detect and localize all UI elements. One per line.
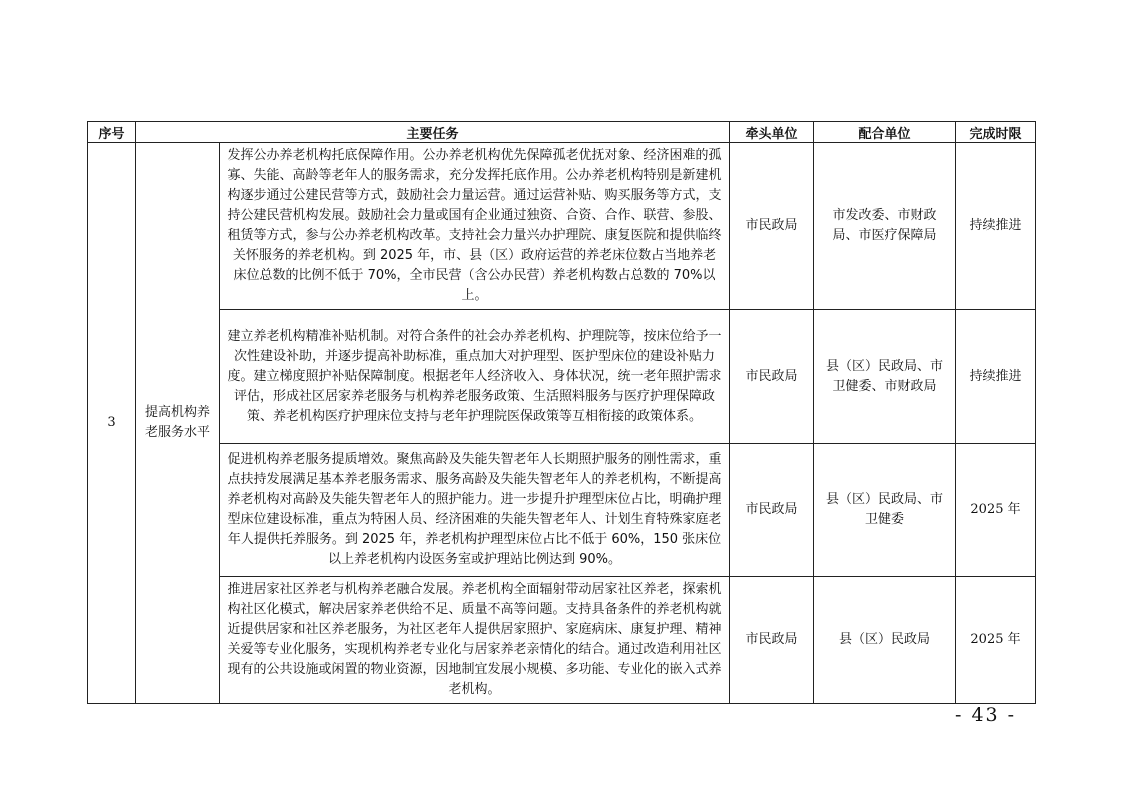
partner-unit: 市发改委、市财政局、市医疗保障局 [814, 143, 956, 310]
table-header-row [88, 122, 1036, 143]
task-description: 建立养老机构精准补贴机制。对符合条件的社会办养老机构、护理院等，按床位给予一次性建设补助，并逐步提高补助标准，重点加大对护理型、医护型床位的建设补贴力度。建立梯度照护补贴保障制度。根据老年人经济收入、身体状况，统一老年照护需求评估，形成社区居家养老服务与机构养老服务政策、生活照料服务与医疗护理保障政策、养老机构医疗护理床位支持与老年护理院医保政策等互相衔接的政策体系。 [220, 310, 730, 444]
partner-unit: 县（区）民政局、市卫健委 [814, 444, 956, 577]
header-partner-unit: 配合单位 [814, 122, 956, 143]
task-description: 推进居家社区养老与机构养老融合发展。养老机构全面辐射带动居家社区养老，探索机构社区化模式，解决居家养老供给不足、质量不高等问题。支持具备条件的养老机构就近提供居家和社区养老服务，为社区老年人提供居家照护、家庭病床、康复护理、精神关爱等专业化服务，实现机构养老专业化与居家养老亲情化的结合。通过改造利用社区现有的公共设施或闲置的物业资源，因地制宜发展小规模、多功能、专业化的嵌入式养老机构。 [220, 577, 730, 704]
partner-unit: 县（区）民政局、市卫健委、市财政局 [814, 310, 956, 444]
lead-unit: 市民政局 [730, 444, 814, 577]
table-row [88, 143, 1036, 310]
table-row [88, 310, 1036, 444]
page-number: - 43 - [955, 704, 1017, 726]
task-table [87, 121, 1036, 704]
deadline: 2025 年 [956, 444, 1036, 577]
deadline: 持续推进 [956, 310, 1036, 444]
task-description: 促进机构养老服务提质增效。聚焦高龄及失能失智老年人长期照护服务的刚性需求，重点扶持发展满足基本养老服务需求、服务高龄及失能失智老年人的养老机构，不断提高养老机构对高龄及失能失智老年人的照护能力。进一步提升护理型床位占比，明确护理型床位建设标准，重点为特困人员、经济困难的失能失智老年人、计划生育特殊家庭老年人提供托养服务。到 2025 年，养老机构护理型床位占比不低于 60%，150 张床位以上养老机构内设医务室或护理站比例达到 90%。 [220, 444, 730, 577]
group-category: 提高机构养老服务水平 [136, 143, 220, 704]
lead-unit: 市民政局 [730, 310, 814, 444]
header-main-task: 主要任务 [136, 122, 730, 143]
lead-unit: 市民政局 [730, 577, 814, 704]
group-number: 3 [88, 143, 136, 704]
deadline: 2025 年 [956, 577, 1036, 704]
task-description: 发挥公办养老机构托底保障作用。公办养老机构优先保障孤老优抚对象、经济困难的孤寡、失能、高龄等老年人的服务需求，充分发挥托底作用。公办养老机构特别是新建机构逐步通过公建民营等方式，鼓励社会力量运营。通过运营补贴、购买服务等方式，支持公建民营机构发展。鼓励社会力量或国有企业通过独资、合资、合作、联营、参股、租赁等方式，参与公办养老机构改革。支持社会力量兴办护理院、康复医院和提供临终关怀服务的养老机构。到 2025 年，市、县（区）政府运营的养老床位数占当地养老床位总数的比例不低于 70%，全市民营（含公办民营）养老机构数占总数的 70%以上。 [220, 143, 730, 310]
table-row [88, 577, 1036, 704]
partner-unit: 县（区）民政局 [814, 577, 956, 704]
table-row [88, 444, 1036, 577]
deadline: 持续推进 [956, 143, 1036, 310]
header-lead-unit: 牵头单位 [730, 122, 814, 143]
header-number: 序号 [88, 122, 136, 143]
lead-unit: 市民政局 [730, 143, 814, 310]
header-deadline: 完成时限 [956, 122, 1036, 143]
